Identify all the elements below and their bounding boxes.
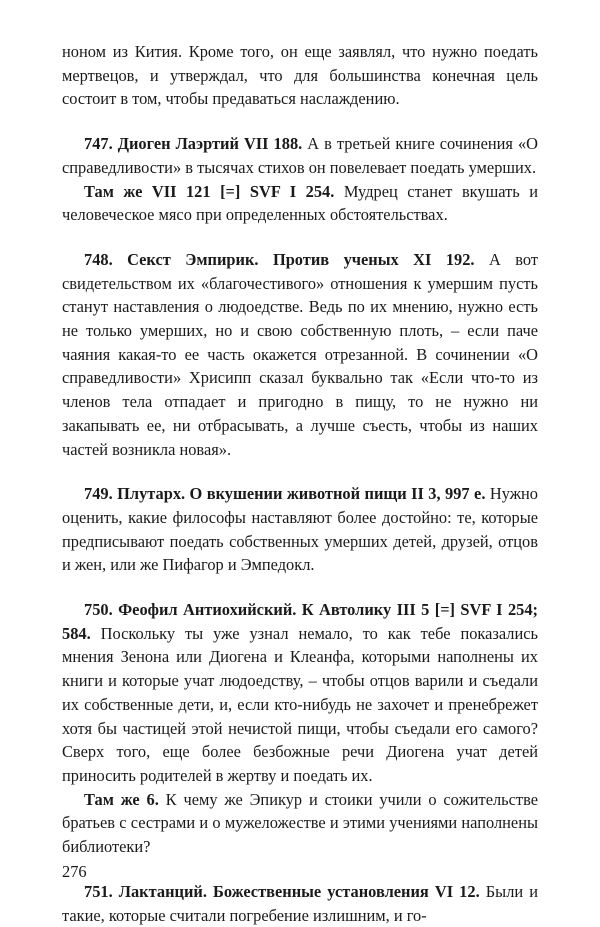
entry-747-addendum-reference: Там же VII 121 [=] SVF I 254. [84, 181, 335, 201]
entry-751 [62, 880, 538, 927]
entry-748 [62, 248, 538, 461]
entry-747-reference: 747. Диоген Лаэртий VII 188. [84, 134, 303, 154]
intro-paragraph: ноном из Кития. Кроме того, он еще заявлял, что нужно поедать мертвецов, и утверждал, что для большинства конечная цель состоит в том, чтобы предаваться наслаждению. [62, 42, 538, 109]
entry-749-text: Нужно оценить, какие философы наставляют более достойно: те, которые предписывают поедать собственных умерших детей, друзей, отцов и жен, или же Пифагор и Эмпедокл. [62, 484, 538, 575]
entry-750 [62, 598, 538, 788]
entry-749-reference: 749. Плутарх. О вкушении животной пищи II 3, 997 е. [84, 484, 486, 504]
entry-748-text: А вот свидетельством их «благочестивого» отношения к умершим пусть станут наставления о людоедстве. Ведь по их мнению, нужно есть не только умерших, но и свою собственную плоть, – если паче чаяния какая-то ее часть окажется отрезанной. В сочинении «О справедливости» Хрисипп сказал буквально так «Если что-то из членов тела отпадает и пригодно в пищу, то не нужно ни закапывать ее, ни отбрасывать, а лучше съесть, чтобы из наших частей возникла новая». [62, 249, 539, 459]
entry-748-reference: 748. Секст Эмпирик. Против ученых XI 192. [84, 249, 475, 269]
entry-747 [62, 132, 538, 179]
entry-751-text: Были и такие, которые считали погребение излишним, и го- [62, 881, 539, 925]
entry-749 [62, 482, 538, 577]
entry-751-reference: 751. Лактанций. Божественные установления VI 12. [84, 881, 480, 901]
entry-750-addendum-reference: Там же 6. [84, 789, 159, 809]
entry-750-addendum-text: К чему же Эпикур и стоики учили о сожительстве братьев с сестрами и о мужеложестве и этими учениями наполнены библиотеки? [62, 789, 538, 857]
page-number: 276 [62, 862, 87, 881]
entry-747-addendum-text: Мудрец станет вкушать и человеческое мясо при определенных обстоятельствах. [62, 181, 539, 225]
entry-750-text: Поскольку ты уже узнал немало, то как тебе показались мнения Зенона или Диогена и Клеанфа, которыми наполнены их книги и которые учат людоедству, – чтобы отцов варили и съедали их собственные дети, и, если кто-нибудь не захочет и пренебрежет хотя бы частицей этой нечистой пищи, чтобы съедали его самого? Сверх того, еще более безбожные речи Диогена учат детей приносить родителей в жертву и поедать их. [62, 623, 538, 785]
page-body [62, 40, 538, 927]
entry-747-addendum [62, 180, 538, 227]
entry-747-text: А в третьей книге сочинения «О справедливости» в тысячах стихов он повелевает поедать умерших. [62, 134, 538, 177]
entry-750-addendum [62, 788, 538, 859]
entry-750-reference: 750. Феофил Антиохийский. К Автолику III 5 [=] SVF I 254; 584. [62, 600, 538, 643]
